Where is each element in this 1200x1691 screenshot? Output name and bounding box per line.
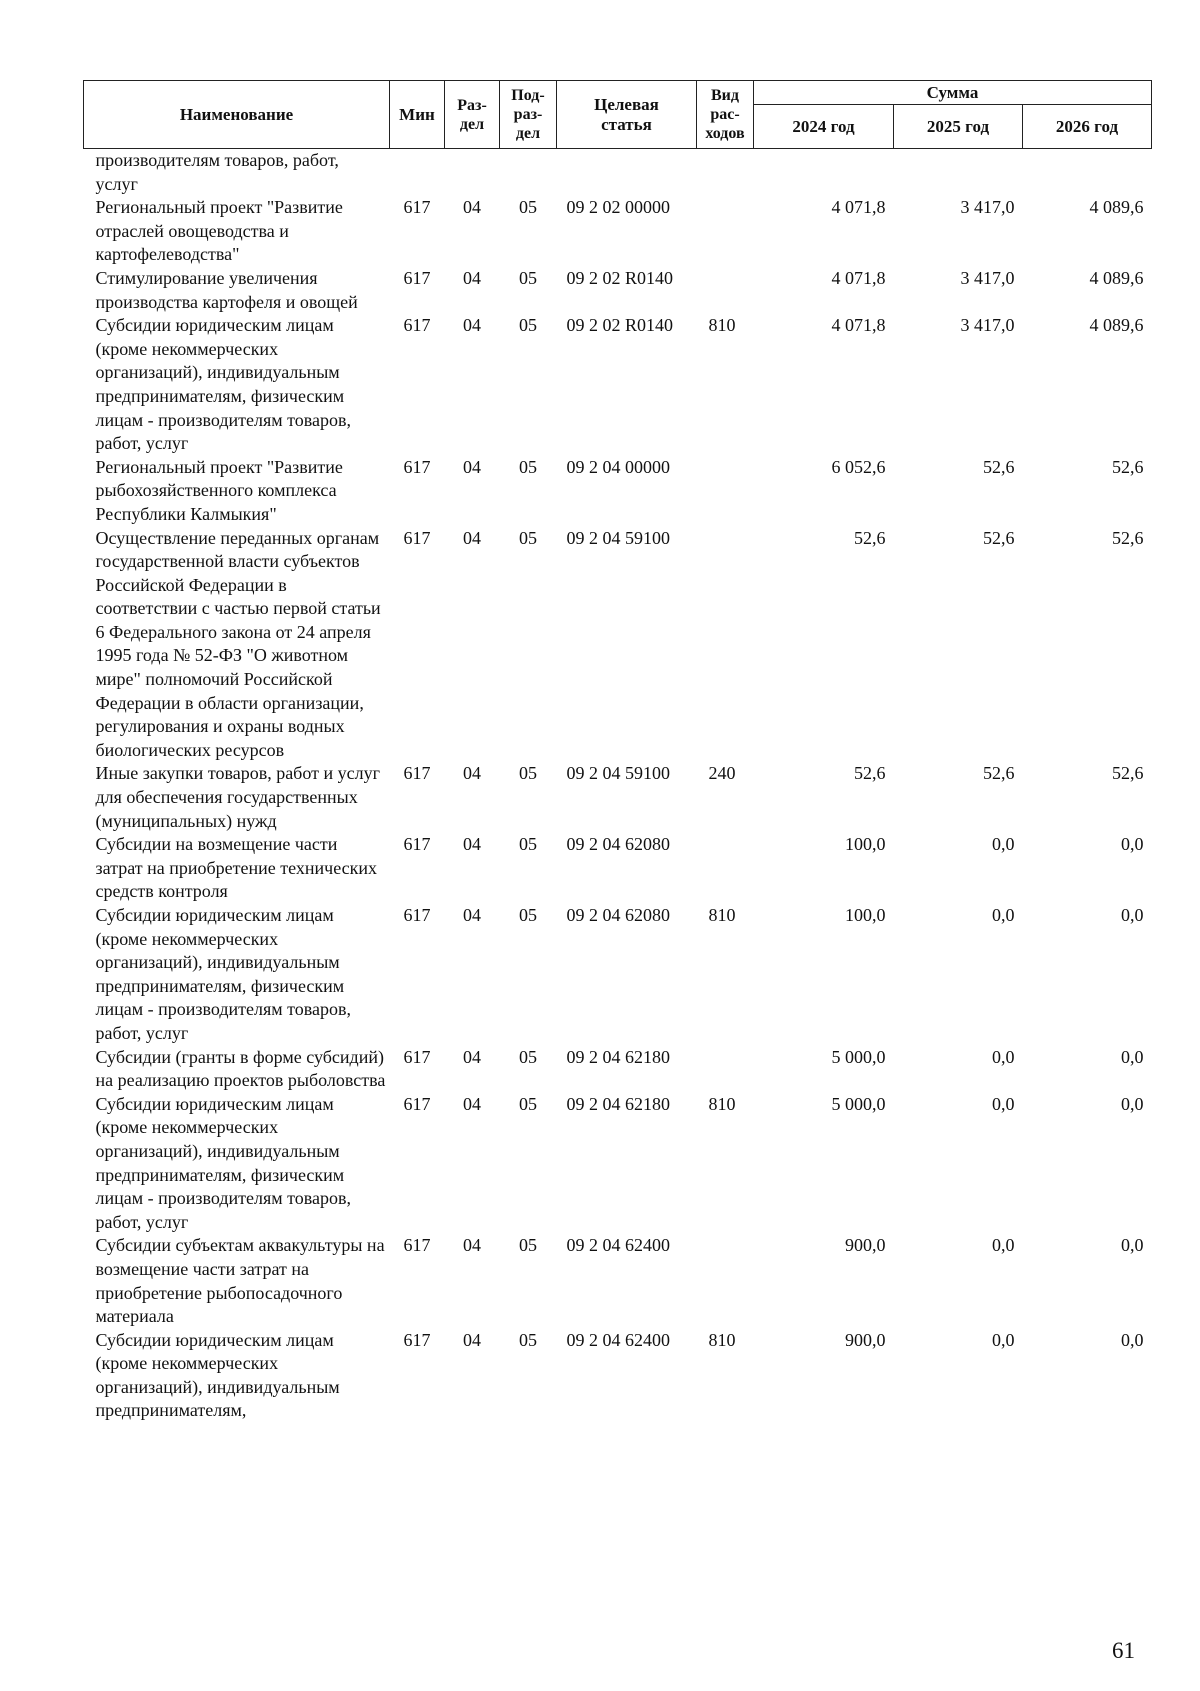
table-row bbox=[84, 314, 1152, 456]
row-sum-2024 bbox=[754, 149, 894, 197]
row-sum-2026: 0,0 bbox=[1121, 1093, 1144, 1114]
row-razdel: 04 bbox=[463, 1046, 481, 1067]
table-row bbox=[84, 1046, 1152, 1093]
row-min: 617 bbox=[403, 763, 431, 784]
row-target: 09 2 02 00000 bbox=[566, 197, 670, 218]
header-podrazdel: Под- раз- дел bbox=[500, 81, 557, 149]
row-sum-2026: 52,6 bbox=[1112, 456, 1144, 477]
row-podrazdel: 05 bbox=[519, 456, 537, 477]
row-podrazdel: 05 bbox=[519, 315, 537, 336]
row-razdel: 04 bbox=[463, 315, 481, 336]
row-sum-2025: 3 417,0 bbox=[960, 315, 1015, 336]
row-razdel: 04 bbox=[463, 1329, 481, 1350]
row-name: Субсидии юридическим лицам (кроме некоммерческих организаций), индивидуальным предпринимателям, физическим лицам - производителям товаров, работ, услуг bbox=[95, 905, 352, 1043]
table-row bbox=[84, 762, 1152, 833]
page-number: 61 bbox=[1112, 1638, 1135, 1663]
table-row bbox=[84, 149, 1152, 197]
row-vid bbox=[697, 833, 754, 904]
row-min: 617 bbox=[403, 1093, 431, 1114]
header-celevaya-statya: Целевая статья bbox=[557, 81, 697, 149]
row-vid bbox=[697, 149, 754, 197]
row-sum-2026 bbox=[1023, 149, 1152, 197]
row-name: производителям товаров, работ, услуг bbox=[95, 150, 339, 194]
row-name: Субсидии на возмещение части затрат на приобретение технических средств контроля bbox=[95, 834, 377, 902]
row-sum-2025: 0,0 bbox=[992, 1093, 1015, 1114]
row-sum-2026: 4 089,6 bbox=[1089, 267, 1144, 288]
row-razdel: 04 bbox=[463, 267, 481, 288]
row-sum-2024: 900,0 bbox=[845, 1235, 886, 1256]
row-razdel: 04 bbox=[463, 834, 481, 855]
row-min: 617 bbox=[403, 1235, 431, 1256]
row-sum-2024: 4 071,8 bbox=[831, 315, 886, 336]
row-name: Субсидии юридическим лицам (кроме некоммерческих организаций), индивидуальным предпринимателям, физическим лицам - производителям товаров, работ, услуг bbox=[95, 1093, 352, 1232]
row-podrazdel: 05 bbox=[519, 527, 537, 548]
row-sum-2024: 6 052,6 bbox=[831, 456, 886, 477]
row-razdel: 04 bbox=[463, 456, 481, 477]
row-sum-2026: 4 089,6 bbox=[1089, 315, 1144, 336]
row-name: Субсидии юридическим лицам (кроме некоммерческих организаций), индивидуальным предпринимателям, физическим лицам - производителям товаров, работ, услуг bbox=[95, 315, 352, 454]
row-razdel: 04 bbox=[463, 197, 481, 218]
table-row bbox=[84, 904, 1152, 1046]
row-min: 617 bbox=[403, 315, 431, 336]
row-min bbox=[390, 149, 445, 197]
row-name: Региональный проект "Развитие рыбохозяйственного комплекса Республики Калмыкия" bbox=[95, 456, 343, 524]
row-sum-2025: 0,0 bbox=[992, 1329, 1015, 1350]
table-row bbox=[84, 456, 1152, 527]
row-name: Субсидии юридическим лицам (кроме некоммерческих организаций), индивидуальным предпринимателям, bbox=[95, 1329, 340, 1421]
header-name: Наименование bbox=[84, 81, 390, 149]
row-name: Осуществление переданных органам государственной власти субъектов Российской Федерации в соответствии с частью первой статьи 6 Федерального закона от 24 апреля 1995 года № 52-ФЗ "О животном мире" полномочий Российской Федерации в области организации, регулирования и охраны водных биологических ресурсов bbox=[95, 527, 381, 760]
row-target: 09 2 04 00000 bbox=[566, 456, 670, 477]
row-sum-2026: 0,0 bbox=[1121, 1046, 1144, 1067]
row-podrazdel: 05 bbox=[519, 1046, 537, 1067]
row-vid bbox=[697, 456, 754, 527]
row-razdel: 04 bbox=[463, 1093, 481, 1114]
row-target: 09 2 04 62080 bbox=[566, 905, 670, 925]
row-target: 09 2 04 62180 bbox=[566, 1046, 670, 1067]
table-row bbox=[84, 527, 1152, 763]
row-target: 09 2 04 62180 bbox=[566, 1093, 670, 1114]
row-target: 09 2 02 R0140 bbox=[566, 315, 674, 336]
row-vid bbox=[697, 267, 754, 314]
row-sum-2025: 0,0 bbox=[992, 834, 1015, 855]
row-target: 09 2 04 59100 bbox=[566, 763, 670, 784]
header-2024: 2024 год bbox=[754, 105, 894, 149]
row-target bbox=[557, 149, 697, 197]
table-header bbox=[84, 81, 1152, 149]
table-body bbox=[84, 149, 1152, 1424]
row-sum-2024: 100,0 bbox=[845, 834, 886, 855]
header-vid-rashodov: Вид рас- ходов bbox=[697, 81, 754, 149]
row-podrazdel: 05 bbox=[519, 1329, 537, 1350]
table-row bbox=[84, 1234, 1152, 1328]
row-podrazdel: 05 bbox=[519, 197, 537, 218]
row-sum-2026: 0,0 bbox=[1121, 1329, 1144, 1350]
row-sum-2026: 4 089,6 bbox=[1089, 197, 1144, 218]
row-target: 09 2 02 R0140 bbox=[566, 267, 674, 288]
table-row bbox=[84, 1093, 1152, 1235]
row-vid bbox=[697, 1234, 754, 1328]
row-vid: 810 bbox=[708, 905, 736, 925]
row-sum-2025: 52,6 bbox=[983, 527, 1015, 548]
row-sum-2024: 4 071,8 bbox=[831, 267, 886, 288]
header-summa: Сумма bbox=[754, 81, 1152, 105]
row-min: 617 bbox=[403, 1046, 431, 1067]
row-sum-2024: 100,0 bbox=[845, 905, 886, 925]
table-row bbox=[84, 1329, 1152, 1423]
row-razdel: 04 bbox=[463, 905, 481, 925]
row-sum-2024: 4 071,8 bbox=[831, 197, 886, 218]
row-target: 09 2 04 62400 bbox=[566, 1329, 670, 1350]
row-sum-2025: 52,6 bbox=[983, 763, 1015, 784]
row-sum-2024: 5 000,0 bbox=[831, 1046, 886, 1067]
row-sum-2024: 900,0 bbox=[845, 1329, 886, 1350]
row-vid: 240 bbox=[708, 763, 736, 784]
row-sum-2025: 52,6 bbox=[983, 456, 1015, 477]
budget-table bbox=[83, 80, 1152, 1423]
table-row bbox=[84, 196, 1152, 267]
row-sum-2026: 52,6 bbox=[1112, 527, 1144, 548]
table-row bbox=[84, 833, 1152, 904]
row-sum-2025: 0,0 bbox=[992, 905, 1015, 925]
row-razdel bbox=[445, 149, 500, 197]
header-2025: 2025 год bbox=[894, 105, 1023, 149]
row-sum-2024: 5 000,0 bbox=[831, 1093, 886, 1114]
row-name: Иные закупки товаров, работ и услуг для обеспечения государственных (муниципальных) нужд bbox=[95, 763, 380, 831]
header-min: Мин bbox=[390, 81, 445, 149]
header-razdel: Раз- дел bbox=[445, 81, 500, 149]
row-sum-2025: 3 417,0 bbox=[960, 267, 1015, 288]
row-podrazdel bbox=[500, 149, 557, 197]
row-sum-2026: 0,0 bbox=[1121, 905, 1144, 925]
row-sum-2026: 0,0 bbox=[1121, 834, 1144, 855]
row-vid: 810 bbox=[708, 1093, 736, 1114]
row-sum-2025: 0,0 bbox=[992, 1046, 1015, 1067]
row-sum-2024: 52,6 bbox=[854, 763, 886, 784]
row-vid bbox=[697, 527, 754, 763]
row-min: 617 bbox=[403, 834, 431, 855]
row-min: 617 bbox=[403, 197, 431, 218]
row-vid: 810 bbox=[708, 1329, 736, 1350]
row-target: 09 2 04 59100 bbox=[566, 527, 670, 548]
row-name: Стимулирование увеличения производства картофеля и овощей bbox=[95, 267, 358, 312]
row-target: 09 2 04 62400 bbox=[566, 1235, 670, 1256]
row-podrazdel: 05 bbox=[519, 267, 537, 288]
table-row bbox=[84, 267, 1152, 314]
row-podrazdel: 05 bbox=[519, 1235, 537, 1256]
row-min: 617 bbox=[403, 905, 431, 925]
row-vid bbox=[697, 196, 754, 267]
row-sum-2025: 0,0 bbox=[992, 1235, 1015, 1256]
row-name: Субсидии субъектам аквакультуры на возмещение части затрат на приобретение рыбопосадочного материала bbox=[95, 1235, 385, 1327]
row-min: 617 bbox=[403, 1329, 431, 1350]
row-razdel: 04 bbox=[463, 763, 481, 784]
row-name: Субсидии (гранты в форме субсидий) на реализацию проектов рыболовства bbox=[95, 1046, 386, 1091]
row-min: 617 bbox=[403, 267, 431, 288]
row-podrazdel: 05 bbox=[519, 1093, 537, 1114]
row-sum-2025 bbox=[894, 149, 1023, 197]
row-sum-2025: 3 417,0 bbox=[960, 197, 1015, 218]
row-sum-2026: 52,6 bbox=[1112, 763, 1144, 784]
row-podrazdel: 05 bbox=[519, 905, 537, 925]
row-target: 09 2 04 62080 bbox=[566, 834, 670, 855]
row-podrazdel: 05 bbox=[519, 834, 537, 855]
row-podrazdel: 05 bbox=[519, 763, 537, 784]
row-name: Региональный проект "Развитие отраслей овощеводства и картофелеводства" bbox=[95, 197, 343, 265]
row-min: 617 bbox=[403, 527, 431, 548]
row-min: 617 bbox=[403, 456, 431, 477]
row-vid bbox=[697, 1046, 754, 1093]
row-razdel: 04 bbox=[463, 1235, 481, 1256]
header-2026: 2026 год bbox=[1023, 105, 1152, 149]
row-razdel: 04 bbox=[463, 527, 481, 548]
row-vid: 810 bbox=[708, 315, 736, 336]
row-sum-2026: 0,0 bbox=[1121, 1235, 1144, 1256]
row-sum-2024: 52,6 bbox=[854, 527, 886, 548]
